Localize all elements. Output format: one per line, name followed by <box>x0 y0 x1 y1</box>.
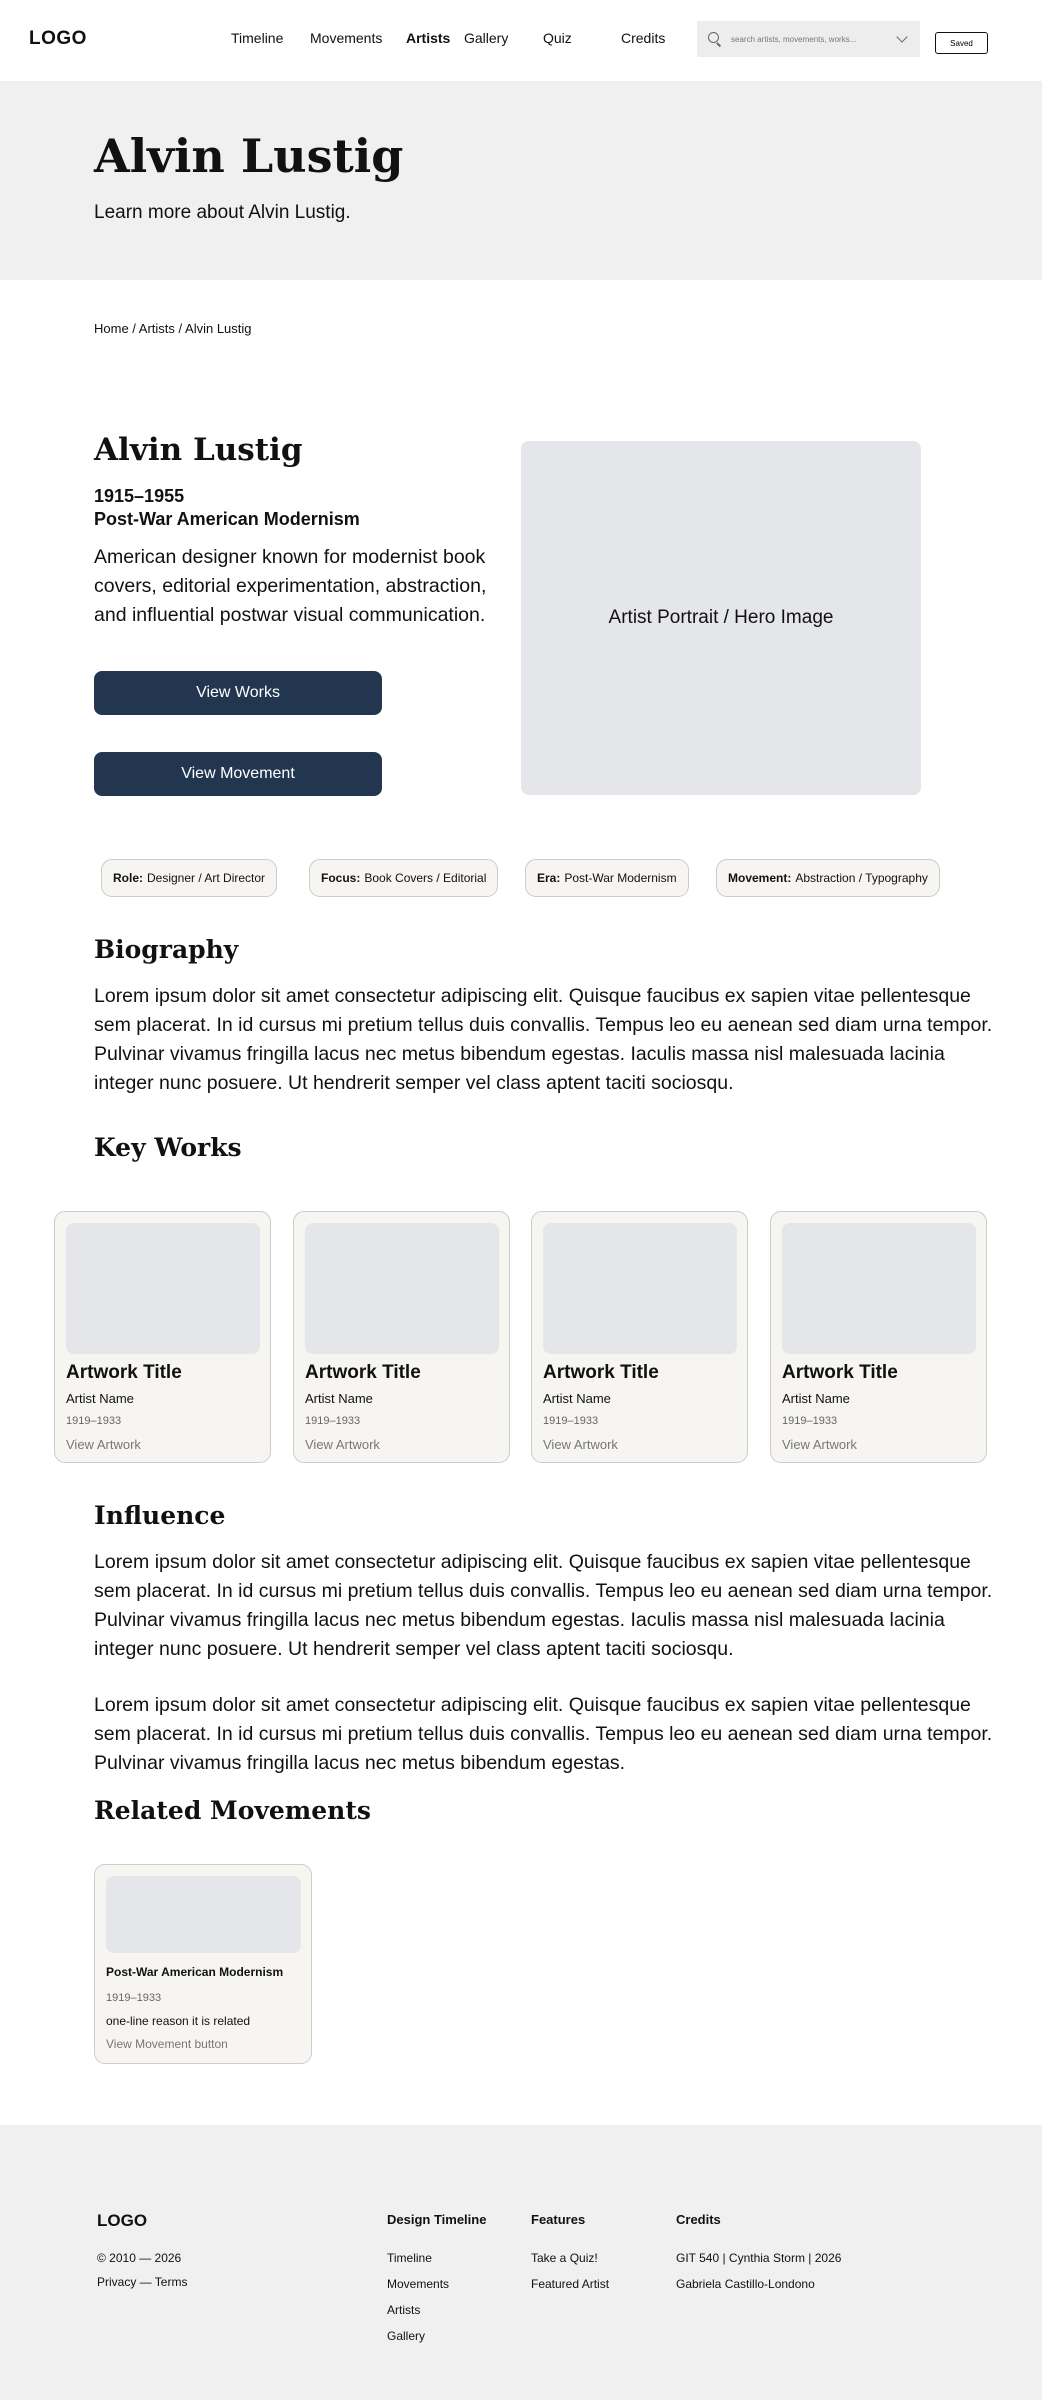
biography-text: Lorem ipsum dolor sit amet consectetur adipiscing elit. Quisque faucibus ex sapien vitae pellentesque sem placerat. In id cursus mi pretium tellus duis convallis. Tempus leo eu aenean sed diam urna tempor. Pulvinar vivamus fringilla lacus nec metus bibendum egestas. Iaculis massa nisl malesuada lacinia integer nunc posuere. Ut hendrerit semper vel class aptent taciti sociosqu. <box>94 985 993 1094</box>
artwork-thumbnail <box>305 1223 499 1354</box>
view-artwork-link[interactable]: View Artwork <box>543 1437 618 1452</box>
artist-description: American designer known for modernist book covers, editorial experimentation, abstraction, and influential postwar visual communication. <box>94 546 487 626</box>
view-artwork-link[interactable]: View Artwork <box>66 1437 141 1452</box>
artwork-years: 1919–1933 <box>543 1415 599 1427</box>
influence-title: Influence <box>94 1501 226 1530</box>
footer-logo[interactable]: LOGO <box>97 2211 148 2230</box>
site-header <box>0 0 1042 82</box>
tag-era <box>525 859 689 897</box>
biography-title: Biography <box>94 935 239 964</box>
search-icon <box>707 31 723 47</box>
key-works-title: Key Works <box>94 1133 242 1162</box>
site-footer <box>0 2125 1042 2400</box>
movement-card[interactable] <box>94 1864 312 2064</box>
credits-course: GIT 540 | Cynthia Storm | 2026 <box>676 2251 842 2265</box>
artwork-card[interactable] <box>531 1211 748 1463</box>
search-input[interactable] <box>731 35 898 44</box>
artwork-card[interactable] <box>54 1211 271 1463</box>
tag-value: Designer / Art Director <box>147 871 266 885</box>
footer-column-title: Design Timeline <box>387 2212 487 2227</box>
footer-link-featured-artist[interactable]: Featured Artist <box>531 2277 610 2291</box>
artwork-card[interactable] <box>770 1211 987 1463</box>
nav-timeline[interactable]: Timeline <box>231 30 284 46</box>
artwork-artist: Artist Name <box>66 1391 134 1406</box>
artwork-artist: Artist Name <box>782 1391 850 1406</box>
artist-name: Alvin Lustig <box>94 432 303 468</box>
nav-credits[interactable]: Credits <box>621 30 666 46</box>
tag-label: Era: <box>537 871 561 885</box>
movement-reason: one-line reason it is related <box>106 2014 251 2028</box>
artwork-title: Artwork Title <box>66 1362 182 1383</box>
search-bar <box>697 21 920 57</box>
copyright: © 2010 — 2026 <box>97 2251 182 2265</box>
view-works-button[interactable]: View Works <box>94 671 382 715</box>
movement-years: 1919–1933 <box>106 1992 162 2004</box>
artwork-years: 1919–1933 <box>66 1415 122 1427</box>
tag-value: Book Covers / Editorial <box>364 871 487 885</box>
tag-focus <box>309 859 498 897</box>
tag-label: Movement: <box>728 871 792 885</box>
artwork-thumbnail <box>782 1223 976 1354</box>
artist-movement: Post-War American Modernism <box>94 509 360 529</box>
logo[interactable]: LOGO <box>29 28 87 49</box>
artwork-title: Artwork Title <box>782 1362 898 1383</box>
artwork-years: 1919–1933 <box>782 1415 838 1427</box>
artist-years: 1915–1955 <box>94 486 185 506</box>
artwork-years: 1919–1933 <box>305 1415 361 1427</box>
footer-link-movements[interactable]: Movements <box>387 2277 450 2291</box>
artwork-artist: Artist Name <box>543 1391 611 1406</box>
artwork-thumbnail <box>66 1223 260 1354</box>
view-artwork-link[interactable]: View Artwork <box>305 1437 380 1452</box>
hero-banner <box>0 82 1042 280</box>
nav-artists[interactable]: Artists <box>406 30 451 46</box>
nav-movements[interactable]: Movements <box>310 30 383 46</box>
nav-quiz[interactable]: Quiz <box>543 30 572 46</box>
footer-column-title: Features <box>531 2212 586 2227</box>
artwork-card[interactable] <box>293 1211 510 1463</box>
privacy-terms-link[interactable]: Privacy — Terms <box>97 2275 188 2289</box>
breadcrumb[interactable]: Home / Artists / Alvin Lustig <box>94 321 252 336</box>
saved-button[interactable]: Saved <box>935 32 988 54</box>
tag-label: Focus: <box>321 871 361 885</box>
movement-thumbnail <box>106 1876 301 1953</box>
tag-role <box>101 859 277 897</box>
artwork-thumbnail <box>543 1223 737 1354</box>
tag-value: Post-War Modernism <box>564 871 677 885</box>
page-title: Alvin Lustig <box>94 129 404 183</box>
movement-title: Post-War American Modernism <box>106 1965 284 1979</box>
artwork-title: Artwork Title <box>305 1362 421 1383</box>
chevron-down-icon[interactable] <box>896 31 907 42</box>
footer-link-artists[interactable]: Artists <box>387 2303 421 2317</box>
tag-movement <box>716 859 940 897</box>
footer-link-quiz[interactable]: Take a Quiz! <box>531 2251 598 2265</box>
page-subtitle: Learn more about Alvin Lustig. <box>94 202 351 223</box>
portrait-label: Artist Portrait / Hero Image <box>608 607 834 628</box>
footer-link-timeline[interactable]: Timeline <box>387 2251 432 2265</box>
footer-column-title: Credits <box>676 2212 721 2227</box>
view-movement-button[interactable]: View Movement <box>94 752 382 796</box>
artwork-artist: Artist Name <box>305 1391 373 1406</box>
footer-link-gallery[interactable]: Gallery <box>387 2329 426 2343</box>
tag-value: Abstraction / Typography <box>795 871 928 885</box>
artist-portrait <box>521 441 921 795</box>
artwork-title: Artwork Title <box>543 1362 659 1383</box>
view-artwork-link[interactable]: View Artwork <box>782 1437 857 1452</box>
influence-paragraph: Lorem ipsum dolor sit amet consectetur adipiscing elit. Quisque faucibus ex sapien vitae pellentesque sem placerat. In id cursus mi pretium tellus duis convallis. Tempus leo eu aenean sed diam urna tempor. Pulvinar vivamus fringilla lacus nec metus bibendum egestas. <box>94 1694 993 1774</box>
tag-label: Role: <box>113 871 143 885</box>
credits-author: Gabriela Castillo-Londono <box>676 2277 815 2291</box>
influence-paragraph: Lorem ipsum dolor sit amet consectetur adipiscing elit. Quisque faucibus ex sapien vitae pellentesque sem placerat. In id cursus mi pretium tellus duis convallis. Tempus leo eu aenean sed diam urna tempor. Pulvinar vivamus fringilla lacus nec metus bibendum egestas. Iaculis massa nisl malesuada lacinia integer nunc posuere. Ut hendrerit semper vel class aptent taciti sociosqu. <box>94 1551 993 1660</box>
nav-gallery[interactable]: Gallery <box>464 30 509 46</box>
related-movements-title: Related Movements <box>94 1796 371 1825</box>
view-movement-link[interactable]: View Movement button <box>106 2037 228 2051</box>
